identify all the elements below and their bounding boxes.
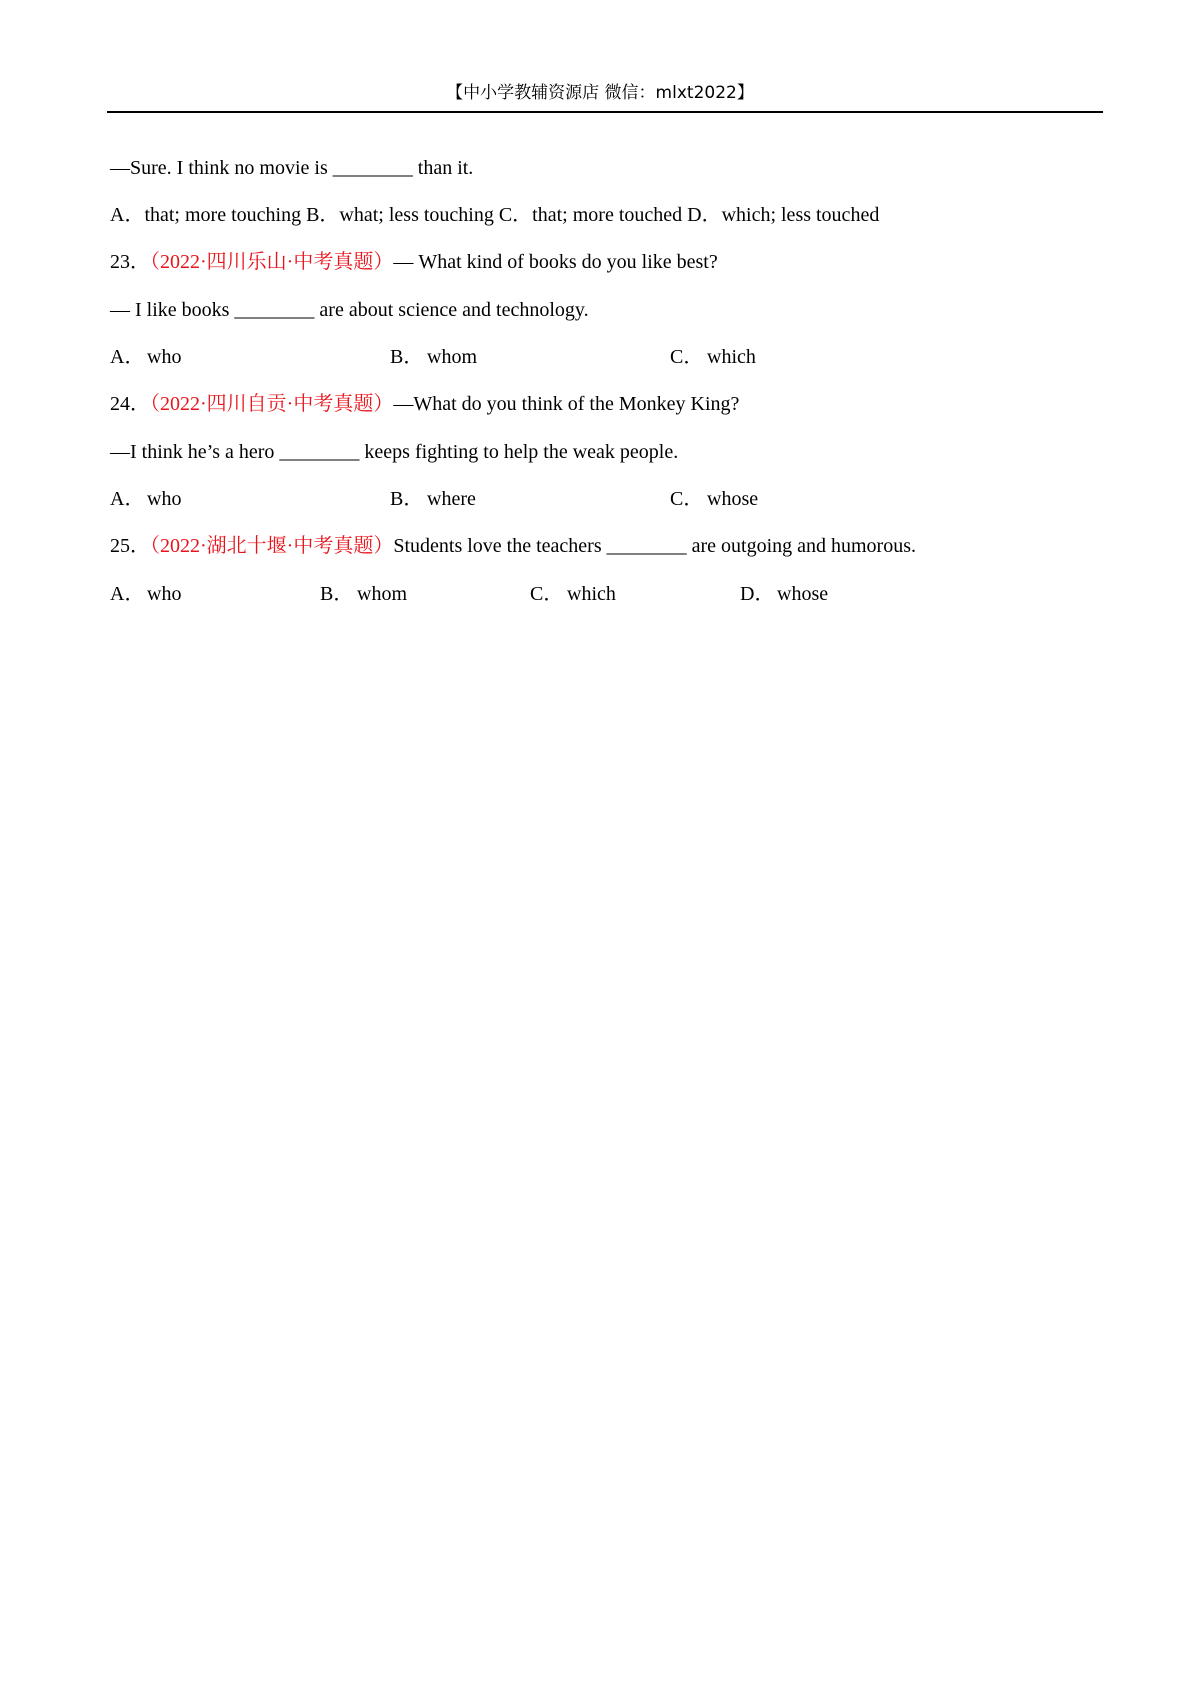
option-letter: C． [670, 346, 704, 368]
option-letter: A． [110, 488, 145, 510]
q24-option-b[interactable] [390, 486, 476, 512]
option-letter: A． [110, 346, 145, 368]
option-letter: B． [390, 346, 424, 368]
q25-option-a[interactable] [110, 581, 181, 607]
option-text: who [147, 583, 182, 605]
option-letter: B． [390, 488, 424, 510]
q23-option-c[interactable] [670, 344, 756, 370]
option-text: who [147, 346, 182, 368]
option-text: who [147, 488, 182, 510]
q24-stem [110, 391, 739, 417]
option-text: whose [777, 583, 829, 605]
q23-option-b[interactable] [390, 344, 477, 370]
q25-source: （2022·湖北十堰·中考真题） [150, 535, 394, 557]
page-header: 【中小学教辅资源店 微信：mlxt2022】 [446, 83, 754, 103]
q22-answer-line: —Sure. I think no movie is ________ than it. [110, 157, 474, 179]
q25-option-d[interactable] [740, 581, 828, 607]
q25-option-b[interactable] [320, 581, 407, 607]
q24-number: 24． [110, 393, 150, 415]
q23-stem [110, 249, 718, 275]
option-text: where [427, 488, 476, 510]
option-text: which [707, 346, 756, 368]
q23-question: — What kind of books do you like best? [393, 251, 718, 273]
option-text: whose [707, 488, 759, 510]
option-text: whom [357, 583, 407, 605]
q24-option-c[interactable] [670, 486, 758, 512]
header-divider [107, 111, 1103, 113]
q25-stem [110, 533, 916, 559]
q24-option-a[interactable] [110, 486, 181, 512]
q25-option-c[interactable] [530, 581, 616, 607]
option-text: which [567, 583, 616, 605]
option-letter: D． [740, 583, 775, 605]
q22-options-line: A．that; more touching B．what; less touching C．that; more touched D．which; less touched [110, 204, 880, 226]
q24-line2: —I think he’s a hero ________ keeps fighting to help the weak people. [110, 441, 679, 463]
q24-question: —What do you think of the Monkey King? [393, 393, 740, 415]
q23-option-a[interactable] [110, 344, 181, 370]
option-letter: A． [110, 583, 145, 605]
option-text: whom [427, 346, 477, 368]
option-letter: C． [530, 583, 564, 605]
q23-line2: — I like books ________ are about science and technology. [110, 299, 589, 321]
q23-source: （2022·四川乐山·中考真题） [150, 251, 394, 273]
q24-source: （2022·四川自贡·中考真题） [150, 393, 394, 415]
option-letter: C． [670, 488, 704, 510]
q25-number: 25． [110, 535, 150, 557]
q23-number: 23． [110, 251, 150, 273]
option-letter: B． [320, 583, 354, 605]
q25-question: Students love the teachers ________ are outgoing and humorous. [393, 535, 917, 557]
